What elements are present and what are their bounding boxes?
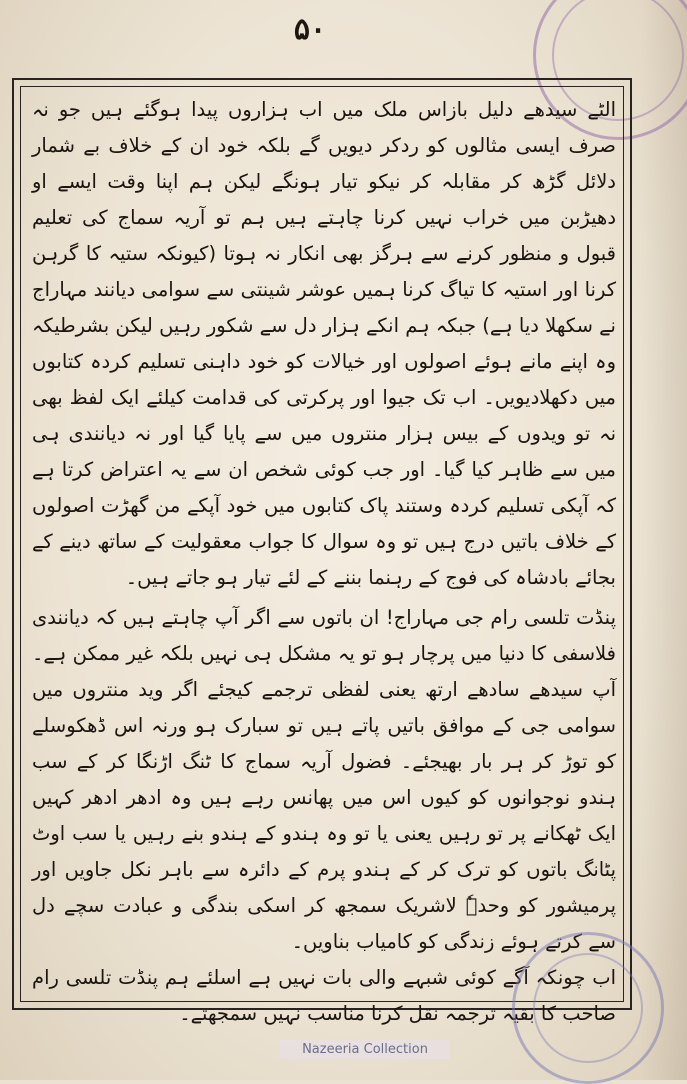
library-stamp-bottom	[512, 932, 664, 1084]
page-number: ۵۰	[293, 12, 327, 47]
paragraph-2: پنڈت تلسی رام جی مہاراج! ان باتوں سے اگر آپ چاہتے ہیں کہ دیانندی فلاسفی کا دنیا میں پرچار ہو تو یہ مشکل ہی نہیں بلکہ غیر ممکن ہے۔ آپ سیدھے سادھے ارتھ یعنی لفظی ترجمے کیجئے اگر وید منتروں میں سوامی جی کے موافق باتیں پاتے ہیں تو سبارک ہو ورنہ اس ڈھکوسلے کو توڑ کر ہر بار بھیجئے۔ فضول آریہ سماج کا ٹنگ اڑنگا کر کے سب ہندو نوجوانوں کو کیوں اس میں پھانس رہے ہیں وہ ادھر ادھر کہیں ایک ٹھکانے پر تو رہیں یعنی یا تو وہ ہندو کے ہندو بنے رہیں یا سب اوٹ پٹانگ باتوں کو ترک کر کے ہندو پرم کے دائرہ سے باہر نکل جاویں اور پرمیشور کو وحدہٗ لاشریک سمجھ کر اسکی بندگی و عبادت سچے دل سے کرتے ہوئے زندگی کو کامیاب بناویں۔	[32, 606, 616, 953]
body-text	[32, 92, 616, 1025]
paragraph-3: اب چونکہ آگے کوئی شبہے والی بات نہیں ہے اسلئے ہم پنڈت تلسی رام صاحب کا بقیہ ترجمہ نقل کرنا مناسب نہیں سمجھتے۔	[32, 966, 616, 1025]
paragraph-1: الٹے سیدھے دلیل بازاس ملک میں اب ہزاروں پیدا ہوگئے ہیں جو نہ صرف ایسی مثالوں کو ردکر دیویں گے بلکہ خود ان کے خلاف بے شمار دلائل گڑھ کر مقابلہ کر نیکو تیار ہونگے لیکن ہم اپنا وقت ایسے او دھیڑبن میں خراب نہیں کرنا چاہتے ہیں ہم تو آریہ سماج کی تعلیم قبول و منظور کرنے سے ہرگز بھی انکار نہ ہوتا (کیونکہ ستیہ کا گرہن کرنا اور استیہ کا تیاگ کرنا ہمیں عوشر شینتی سے سوامی دیانند مہاراج نے سکھلا دیا ہے) جبکہ ہم انکے ہزار دل سے شکور رہیں لیکن بشرطیکہ وہ اپنے مانے ہوئے اصولوں اور خیالات کو خود داہنی تسلیم کردہ کتابوں میں دکھلادیویں۔ اب تک جیوا اور پرکرتی کی قدامت کیلئے ایک لفظ بھی نہ تو ویدوں کے بیس ہزار منتروں میں سے پایا گیا اور نہ دیانندی ہی میں سے ظاہر کیا گیا۔ اور جب کوئی شخص ان سے یہ اعتراض کرتا ہے کہ آپکی تسلیم کردہ وستند پاک کتابوں میں خود آپکے من گھڑت اصولوں کے خلاف باتیں درج ہیں تو وہ سوال کا جواب معقولیت کے ساتھ دینے کے بجائے بادشاہ کی فوج کے رہنما بننے کے لئے تیار ہو جاتے ہیں۔	[32, 98, 616, 589]
collection-watermark: Nazeeria Collection	[280, 1040, 450, 1059]
page-edge-shadow	[640, 0, 687, 1080]
